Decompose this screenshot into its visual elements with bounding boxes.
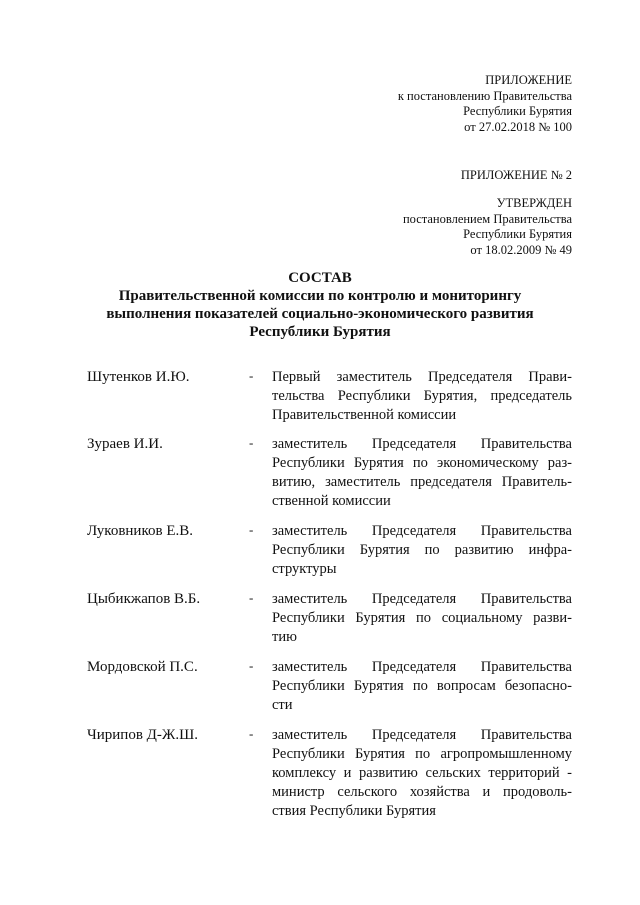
member-role-line: тию	[272, 629, 297, 645]
member-role	[272, 590, 572, 647]
member-role-line: тельства Республики Бурятия, председатель	[272, 388, 572, 404]
member-role-line: заместитель Председателя Правительства	[272, 659, 572, 675]
member-name: Мордовской П.С.	[87, 659, 198, 675]
appendix-label: ПРИЛОЖЕНИЕ	[485, 73, 572, 87]
title-line-3: выполнения показателей социально-экономического развития	[106, 306, 534, 322]
member-name: Шутенков И.Ю.	[87, 369, 190, 385]
appendix-republic-line: Республики Бурятия	[463, 104, 572, 118]
member-role-line: заместитель Председателя Правительства	[272, 591, 572, 607]
approved-republic-line: Республики Бурятия	[463, 227, 572, 241]
approved-header	[403, 196, 572, 258]
member-dash: -	[249, 522, 254, 537]
member-role-line: Республики Бурятия по развитию инфра-	[272, 542, 572, 558]
member-role	[272, 368, 572, 425]
member-name: Цыбикжапов В.Б.	[87, 591, 201, 607]
member-dash: -	[249, 658, 254, 673]
approved-date-line: от 18.02.2009 № 49	[470, 242, 572, 257]
member-role-line: Первый заместитель Председателя Прави-	[272, 369, 572, 385]
member-role-line: Республики Бурятия по вопросам безопасно-	[272, 678, 572, 694]
member-role-line: Республики Бурятия по агропромышленному	[272, 746, 572, 762]
member-role-line: Республики Бурятия по социальному разви-	[272, 610, 572, 626]
member-role-line: ственной комиссии	[272, 493, 391, 509]
member-name: Чирипов Д-Ж.Ш.	[87, 727, 198, 743]
member-role-line: комплексу и развитию сельских территорий -	[272, 765, 572, 781]
member-role-line: витию, заместитель председателя Правитель-	[272, 474, 572, 490]
member-role-line: заместитель Председателя Правительства	[272, 523, 572, 539]
appendix-header	[398, 73, 572, 135]
member-role-line: министр сельского хозяйства и продоволь-	[272, 784, 572, 800]
approved-label: УТВЕРЖДЕН	[496, 196, 572, 210]
member-name: Луковников Е.В.	[87, 523, 193, 539]
title-line-1: СОСТАВ	[288, 270, 352, 286]
member-dash: -	[249, 726, 254, 741]
member-dash: -	[249, 590, 254, 605]
member-role-line: ствия Республики Бурятия	[272, 803, 436, 819]
member-role-line: Правительственной комиссии	[272, 407, 457, 423]
member-dash: -	[249, 435, 254, 450]
member-role-line: заместитель Председателя Правительства	[272, 727, 572, 743]
member-role	[272, 658, 572, 715]
approved-resolution-line: постановлением Правительства	[402, 211, 572, 226]
member-dash: -	[249, 368, 254, 383]
appendix-2-text: ПРИЛОЖЕНИЕ № 2	[460, 168, 572, 182]
title-line-2: Правительственной комиссии по контролю и мониторингу	[118, 288, 522, 304]
title-line-4: Республики Бурятия	[249, 324, 391, 340]
member-role-line: заместитель Председателя Правительства	[272, 436, 572, 452]
member-role-line: сти	[272, 697, 293, 713]
member-role-line: структуры	[272, 561, 337, 577]
appendix-date-line: от 27.02.2018 № 100	[464, 119, 572, 134]
member-role-line: Республики Бурятия по экономическому раз-	[272, 455, 572, 471]
document-title	[0, 269, 640, 341]
member-role	[272, 522, 572, 579]
member-role	[272, 435, 572, 511]
appendix-2-label	[461, 168, 572, 184]
member-role	[272, 726, 572, 821]
member-name: Зураев И.И.	[87, 436, 163, 452]
appendix-resolution-line: к постановлению Правительства	[397, 88, 572, 103]
